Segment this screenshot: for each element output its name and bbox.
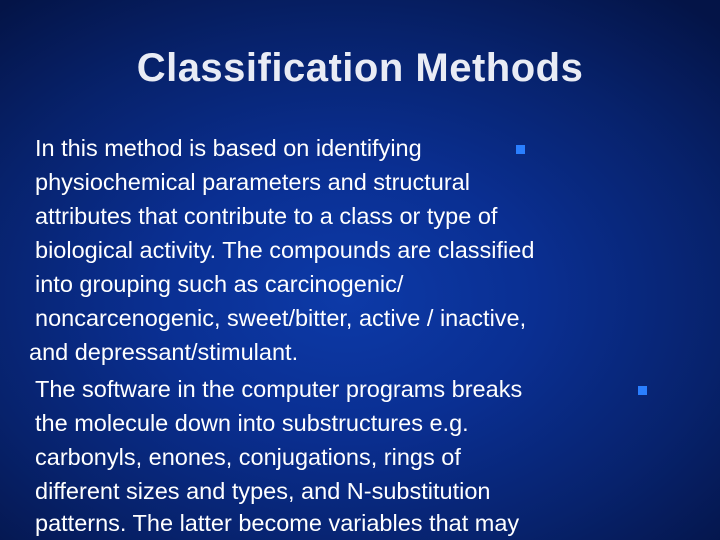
square-bullet-icon: [638, 386, 647, 395]
paragraph-1-line-2: physiochemical parameters and structural: [35, 169, 470, 195]
paragraph-1-line-1: In this method is based on identifying: [35, 135, 422, 161]
paragraph-1-line-6: noncarcenogenic, sweet/bitter, active / inactive,: [35, 305, 527, 331]
paragraph-2-line-2: the molecule down into substructures e.g.: [35, 410, 469, 436]
square-bullet-icon: [516, 145, 525, 154]
slide-title: Classification Methods: [136, 46, 584, 90]
paragraph-1-line-3: attributes that contribute to a class or type of: [35, 203, 498, 229]
paragraph-2-line-3: carbonyls, enones, conjugations, rings of: [35, 444, 461, 470]
paragraph-1-line-5: into grouping such as carcinogenic/: [35, 271, 404, 297]
paragraph-1-line-4: biological activity. The compounds are classified: [35, 237, 535, 263]
paragraph-1-line-7: and depressant/stimulant.: [29, 339, 299, 365]
paragraph-2-line-5: patterns. The latter become variables that may: [35, 510, 520, 536]
paragraph-2-line-1: The software in the computer programs breaks: [35, 376, 523, 402]
paragraph-2-line-4: different sizes and types, and N-substitution: [35, 478, 491, 504]
